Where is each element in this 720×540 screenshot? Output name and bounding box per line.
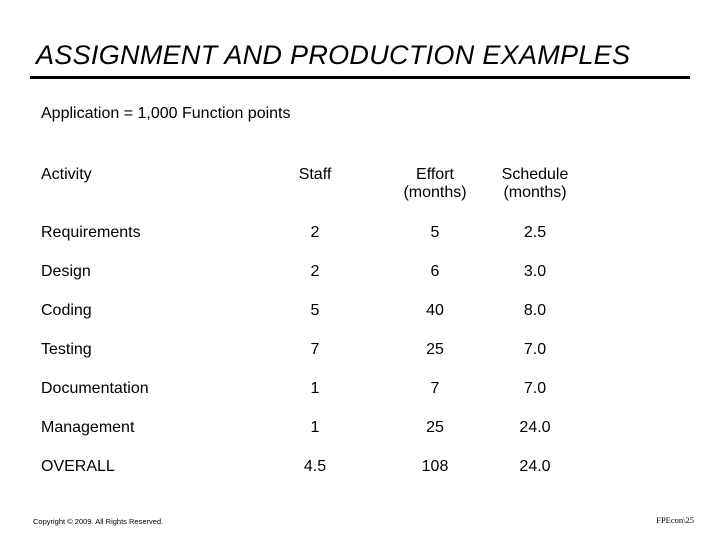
row-staff: 4.5	[303, 458, 327, 475]
row-effort: 25	[426, 419, 444, 436]
header-staff: Staff	[298, 166, 332, 183]
row-effort: 7	[430, 380, 440, 397]
row-activity: Documentation	[41, 380, 149, 397]
header-effort-line2: (months)	[403, 184, 467, 201]
row-staff: 2	[310, 263, 320, 280]
row-schedule: 7.0	[523, 380, 547, 397]
row-effort: 40	[426, 302, 444, 319]
row-activity: Requirements	[41, 224, 141, 241]
row-activity: Management	[41, 419, 135, 436]
row-staff: 2	[310, 224, 320, 241]
row-staff: 7	[310, 341, 320, 358]
row-effort: 5	[430, 224, 440, 241]
row-schedule: 3.0	[523, 263, 547, 280]
row-activity: Design	[41, 263, 91, 280]
row-staff: 5	[310, 302, 320, 319]
row-activity: Testing	[41, 341, 92, 358]
copyright-notice: Copyright © 2009. All Rights Reserved.	[33, 517, 164, 526]
row-staff: 1	[310, 419, 320, 436]
slide-subtitle: Application = 1,000 Function points	[41, 105, 291, 122]
header-activity: Activity	[41, 166, 92, 183]
row-activity: Coding	[41, 302, 92, 319]
row-effort: 25	[426, 341, 444, 358]
row-schedule: 7.0	[523, 341, 547, 358]
row-schedule: 24.0	[519, 419, 551, 436]
row-schedule: 2.5	[523, 224, 547, 241]
header-schedule-line2: (months)	[503, 184, 567, 201]
row-effort: 108	[421, 458, 449, 475]
row-staff: 1	[310, 380, 320, 397]
slide-title: ASSIGNMENT AND PRODUCTION EXAMPLES	[36, 40, 631, 70]
header-effort	[390, 166, 480, 202]
header-schedule	[490, 166, 580, 202]
row-activity: OVERALL	[41, 458, 115, 475]
slide-reference: FPEcon\25	[656, 515, 694, 525]
header-schedule-line1: Schedule	[501, 166, 569, 183]
row-effort: 6	[430, 263, 440, 280]
row-schedule: 8.0	[523, 302, 547, 319]
header-effort-line1: Effort	[416, 166, 454, 183]
row-schedule: 24.0	[519, 458, 551, 475]
